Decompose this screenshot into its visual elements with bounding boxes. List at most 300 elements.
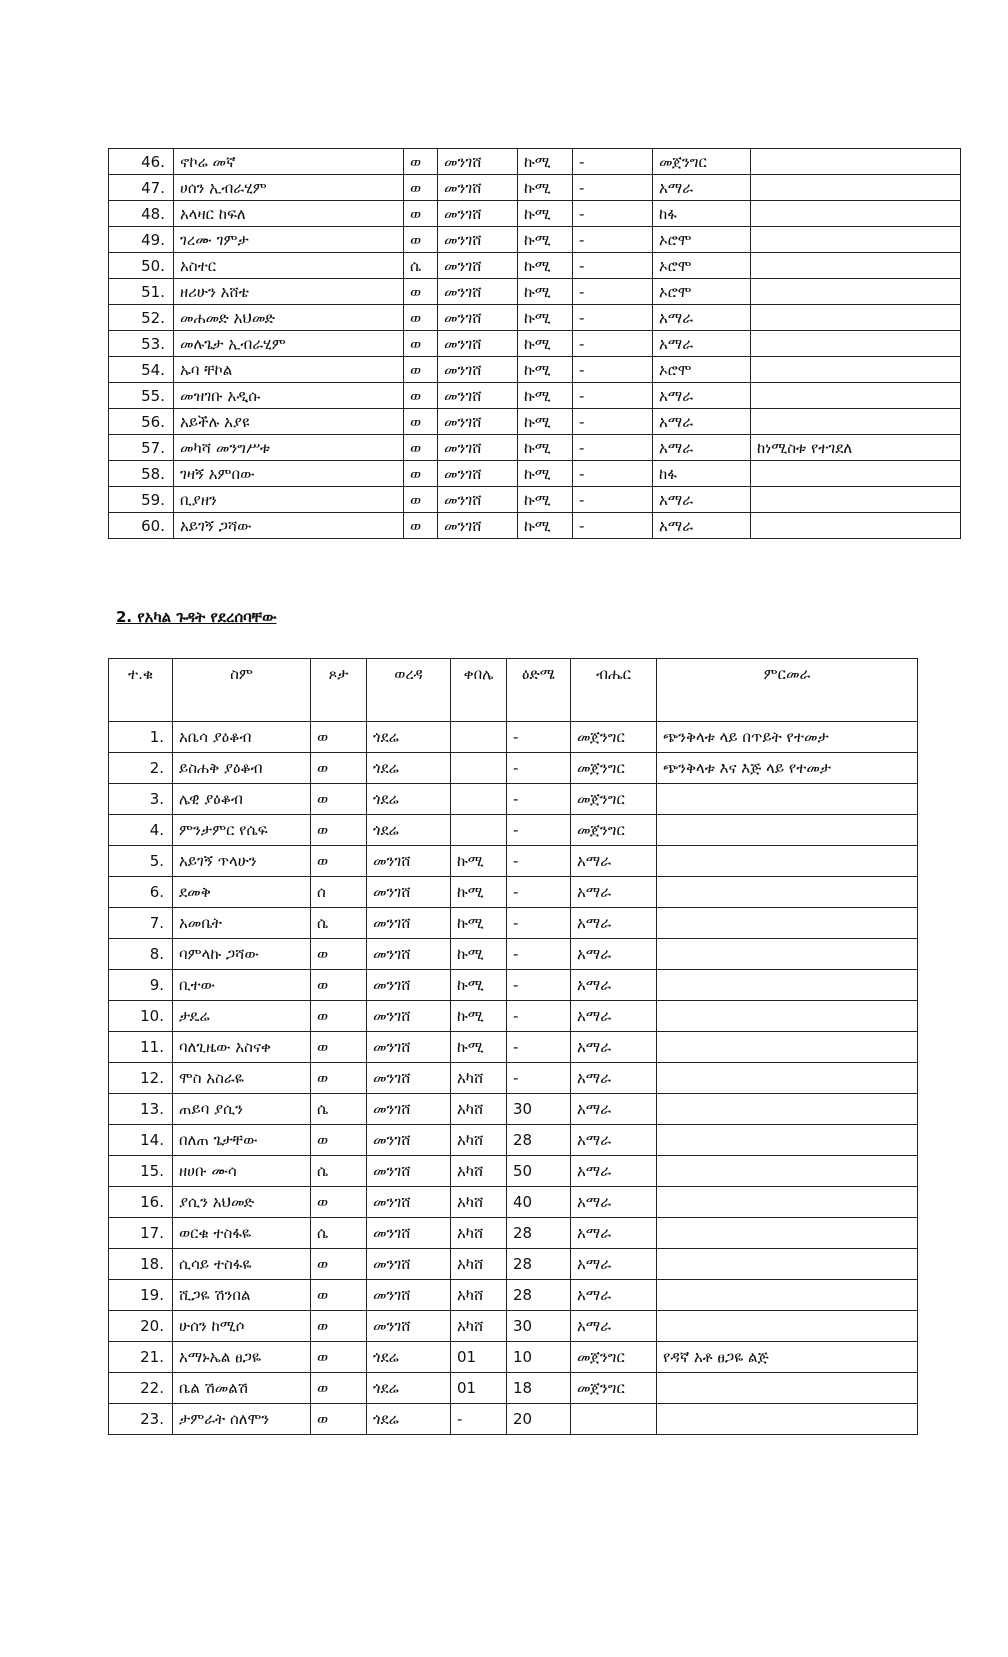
cell-age: 28 bbox=[507, 1249, 571, 1280]
cell-woreda: መንገሸ bbox=[367, 1125, 451, 1156]
cell-name: ወርቁ ተስፋዬ bbox=[173, 1218, 311, 1249]
cell-name: ቤል ሽመልሽ bbox=[173, 1373, 311, 1404]
cell-kebele: - bbox=[451, 1404, 507, 1435]
cell-name: አይገኝ ጋሻው bbox=[174, 513, 404, 539]
cell-sex: ወ bbox=[404, 461, 438, 487]
cell-kebele: አካሸ bbox=[451, 1218, 507, 1249]
cell-ethnicity: አማራ bbox=[571, 1280, 657, 1311]
table-row bbox=[109, 279, 961, 305]
cell-name: አቤሳ ያዕቆብ bbox=[173, 722, 311, 753]
cell-name: በለጠ ጌታቸው bbox=[173, 1125, 311, 1156]
cell-number: 55. bbox=[109, 383, 174, 409]
cell-kebele bbox=[451, 784, 507, 815]
table-row bbox=[109, 846, 918, 877]
cell-sex: ወ bbox=[311, 815, 367, 846]
table-row bbox=[109, 1156, 918, 1187]
cell-ethnicity: አማራ bbox=[571, 846, 657, 877]
cell-number: 3. bbox=[109, 784, 173, 815]
cell-age: - bbox=[573, 201, 653, 227]
table-row bbox=[109, 1125, 918, 1156]
cell-remark bbox=[751, 331, 961, 357]
cell-sex: ወ bbox=[311, 1342, 367, 1373]
cell-woreda: መንገሸ bbox=[438, 149, 518, 175]
cell-remark: ጭንቅላቱ ላይ በጥይት የተመታ bbox=[657, 722, 918, 753]
cell-sex: ወ bbox=[311, 846, 367, 877]
cell-woreda: ጎደሬ bbox=[367, 1342, 451, 1373]
cell-kebele bbox=[451, 815, 507, 846]
cell-remark bbox=[657, 784, 918, 815]
header-ethnicity: ብሔር bbox=[571, 659, 657, 722]
cell-name: ጠይባ ያሲን bbox=[173, 1094, 311, 1125]
cell-sex: ወ bbox=[404, 305, 438, 331]
cell-sex: ወ bbox=[404, 227, 438, 253]
cell-number: 14. bbox=[109, 1125, 173, 1156]
cell-woreda: መንገሸ bbox=[367, 939, 451, 970]
table-row bbox=[109, 1001, 918, 1032]
cell-number: 57. bbox=[109, 435, 174, 461]
header-sex: ጾታ bbox=[311, 659, 367, 722]
table-row bbox=[109, 513, 961, 539]
cell-woreda: መንገሸ bbox=[367, 1218, 451, 1249]
cell-age: - bbox=[573, 149, 653, 175]
cell-sex: ወ bbox=[311, 1032, 367, 1063]
cell-age: - bbox=[573, 357, 653, 383]
cell-name: መሉጌታ ኢብራሂም bbox=[174, 331, 404, 357]
cell-ethnicity: አማራ bbox=[653, 175, 751, 201]
cell-ethnicity: መጀንግር bbox=[571, 1342, 657, 1373]
cell-number: 5. bbox=[109, 846, 173, 877]
cell-number: 2. bbox=[109, 753, 173, 784]
cell-woreda: መንገሸ bbox=[438, 383, 518, 409]
cell-kebele: ኩሚ bbox=[518, 487, 573, 513]
cell-name: ሲሳይ ተስፋዬ bbox=[173, 1249, 311, 1280]
cell-sex: ወ bbox=[404, 201, 438, 227]
cell-remark bbox=[657, 1156, 918, 1187]
cell-sex: ሴ bbox=[311, 1218, 367, 1249]
cell-woreda: መንገሸ bbox=[367, 877, 451, 908]
cell-kebele: አካሸ bbox=[451, 1063, 507, 1094]
table-row bbox=[109, 435, 961, 461]
cell-remark: ከነሚስቱ የተገደለ bbox=[751, 435, 961, 461]
table-row bbox=[109, 1032, 918, 1063]
table-row bbox=[109, 815, 918, 846]
cell-ethnicity: አማራ bbox=[653, 331, 751, 357]
header-number: ተ.ቁ bbox=[109, 659, 173, 722]
cell-remark bbox=[657, 1280, 918, 1311]
cell-ethnicity: አማራ bbox=[571, 1249, 657, 1280]
cell-remark bbox=[751, 253, 961, 279]
cell-kebele: ኩሚ bbox=[451, 877, 507, 908]
cell-kebele: ኩሚ bbox=[451, 939, 507, 970]
cell-ethnicity: አማራ bbox=[571, 908, 657, 939]
cell-sex: ወ bbox=[404, 331, 438, 357]
header-age: ዕድሜ bbox=[507, 659, 571, 722]
header-kebele: ቀበሌ bbox=[451, 659, 507, 722]
cell-kebele: አካሸ bbox=[451, 1094, 507, 1125]
cell-kebele bbox=[451, 753, 507, 784]
cell-name: ሌዊ ያዕቆብ bbox=[173, 784, 311, 815]
cell-number: 46. bbox=[109, 149, 174, 175]
cell-name: አማኑኤል ፀጋዬ bbox=[173, 1342, 311, 1373]
cell-sex: ወ bbox=[311, 1311, 367, 1342]
table-row bbox=[109, 227, 961, 253]
cell-sex: ወ bbox=[404, 175, 438, 201]
cell-remark bbox=[751, 357, 961, 383]
cell-kebele: ኩሚ bbox=[518, 461, 573, 487]
cell-name: ገረሙ ገምታ bbox=[174, 227, 404, 253]
cell-age: - bbox=[507, 970, 571, 1001]
cell-ethnicity: አማራ bbox=[571, 970, 657, 1001]
cell-number: 9. bbox=[109, 970, 173, 1001]
cell-number: 11. bbox=[109, 1032, 173, 1063]
cell-kebele: ኩሚ bbox=[518, 513, 573, 539]
cell-ethnicity: ኦሮሞ bbox=[653, 253, 751, 279]
cell-age: - bbox=[507, 939, 571, 970]
section-heading: 2. የአካል ጉዳት የደረሰባቸው bbox=[116, 608, 277, 626]
cell-age: - bbox=[573, 279, 653, 305]
cell-ethnicity: አማራ bbox=[571, 1187, 657, 1218]
cell-name: ያሲን አህመድ bbox=[173, 1187, 311, 1218]
cell-kebele: አካሸ bbox=[451, 1187, 507, 1218]
cell-number: 21. bbox=[109, 1342, 173, 1373]
table-row bbox=[109, 1187, 918, 1218]
cell-name: ዘሪሁን አሸቴ bbox=[174, 279, 404, 305]
cell-age: - bbox=[507, 908, 571, 939]
cell-kebele: አካሸ bbox=[451, 1249, 507, 1280]
cell-sex: ወ bbox=[311, 1404, 367, 1435]
cell-woreda: መንገሸ bbox=[367, 1280, 451, 1311]
cell-number: 58. bbox=[109, 461, 174, 487]
cell-ethnicity: አማራ bbox=[571, 939, 657, 970]
cell-ethnicity: ኦሮሞ bbox=[653, 227, 751, 253]
cell-woreda: መንገሸ bbox=[438, 487, 518, 513]
cell-remark bbox=[657, 1063, 918, 1094]
cell-number: 8. bbox=[109, 939, 173, 970]
cell-number: 18. bbox=[109, 1249, 173, 1280]
cell-ethnicity: ከፋ bbox=[653, 461, 751, 487]
cell-ethnicity bbox=[571, 1404, 657, 1435]
cell-name: መዝገቡ አዲሱ bbox=[174, 383, 404, 409]
table-row bbox=[109, 908, 918, 939]
cell-remark bbox=[657, 1249, 918, 1280]
cell-age: - bbox=[507, 877, 571, 908]
table-row bbox=[109, 1311, 918, 1342]
cell-age: - bbox=[573, 331, 653, 357]
cell-remark bbox=[751, 305, 961, 331]
cell-name: መካሻ መንግሥቱ bbox=[174, 435, 404, 461]
cell-sex: ወ bbox=[404, 513, 438, 539]
cell-kebele: ኩሚ bbox=[518, 253, 573, 279]
cell-sex: ሴ bbox=[311, 908, 367, 939]
cell-woreda: ጎደሬ bbox=[367, 815, 451, 846]
injured-table-body bbox=[109, 722, 918, 1435]
cell-name: ኡባ ቸኮል bbox=[174, 357, 404, 383]
cell-kebele: ኩሚ bbox=[518, 331, 573, 357]
cell-remark: የዳኛ አቶ ፀጋዬ ልጅ bbox=[657, 1342, 918, 1373]
cell-kebele: 01 bbox=[451, 1342, 507, 1373]
table-row bbox=[109, 409, 961, 435]
table-row bbox=[109, 1094, 918, 1125]
table-header-row bbox=[109, 659, 918, 722]
cell-sex: ወ bbox=[311, 1249, 367, 1280]
cell-kebele: ኩሚ bbox=[518, 435, 573, 461]
cell-woreda: ጎደሬ bbox=[367, 784, 451, 815]
cell-sex: ወ bbox=[404, 383, 438, 409]
cell-number: 51. bbox=[109, 279, 174, 305]
cell-age: 30 bbox=[507, 1094, 571, 1125]
cell-number: 22. bbox=[109, 1373, 173, 1404]
cell-woreda: መንገሸ bbox=[438, 409, 518, 435]
cell-woreda: መንገሸ bbox=[367, 1249, 451, 1280]
cell-name: ኖኮሬ መኛ bbox=[174, 149, 404, 175]
cell-ethnicity: መጀንግር bbox=[571, 815, 657, 846]
cell-age: - bbox=[573, 435, 653, 461]
cell-ethnicity: አማራ bbox=[653, 435, 751, 461]
cell-age: - bbox=[507, 846, 571, 877]
cell-woreda: መንገሸ bbox=[438, 227, 518, 253]
casualty-table-continued bbox=[108, 148, 961, 539]
cell-number: 54. bbox=[109, 357, 174, 383]
cell-kebele: ኩሚ bbox=[451, 908, 507, 939]
table-row bbox=[109, 487, 961, 513]
cell-ethnicity: አማራ bbox=[571, 1001, 657, 1032]
cell-age: - bbox=[507, 753, 571, 784]
cell-number: 6. bbox=[109, 877, 173, 908]
cell-name: ባለጊዜው አስናቀ bbox=[173, 1032, 311, 1063]
cell-ethnicity: አማራ bbox=[571, 1125, 657, 1156]
header-name: ስም bbox=[173, 659, 311, 722]
cell-kebele: ኩሚ bbox=[518, 383, 573, 409]
cell-remark bbox=[657, 1032, 918, 1063]
cell-number: 4. bbox=[109, 815, 173, 846]
table-row bbox=[109, 1404, 918, 1435]
casualty-table-body bbox=[109, 149, 961, 539]
cell-sex: ወ bbox=[404, 357, 438, 383]
cell-age: - bbox=[573, 383, 653, 409]
cell-number: 7. bbox=[109, 908, 173, 939]
cell-woreda: መንገሸ bbox=[367, 846, 451, 877]
cell-age: 28 bbox=[507, 1218, 571, 1249]
cell-kebele: አካሸ bbox=[451, 1311, 507, 1342]
table-row bbox=[109, 1373, 918, 1404]
cell-sex: ወ bbox=[404, 149, 438, 175]
cell-remark bbox=[751, 513, 961, 539]
cell-woreda: ጎደሬ bbox=[367, 1373, 451, 1404]
cell-woreda: መንገሸ bbox=[367, 970, 451, 1001]
cell-number: 17. bbox=[109, 1218, 173, 1249]
cell-name: አስተር bbox=[174, 253, 404, 279]
cell-kebele: ኩሚ bbox=[518, 279, 573, 305]
cell-remark bbox=[657, 1094, 918, 1125]
cell-number: 12. bbox=[109, 1063, 173, 1094]
cell-age: 50 bbox=[507, 1156, 571, 1187]
cell-ethnicity: አማራ bbox=[571, 1156, 657, 1187]
cell-woreda: መንገሸ bbox=[367, 1001, 451, 1032]
cell-kebele bbox=[451, 722, 507, 753]
header-remark: ምርመራ bbox=[657, 659, 918, 722]
cell-woreda: መንገሸ bbox=[367, 908, 451, 939]
cell-remark bbox=[657, 1125, 918, 1156]
cell-remark bbox=[657, 1218, 918, 1249]
cell-ethnicity: አማራ bbox=[571, 1311, 657, 1342]
cell-ethnicity: አማራ bbox=[571, 1032, 657, 1063]
cell-number: 53. bbox=[109, 331, 174, 357]
cell-sex: ወ bbox=[311, 722, 367, 753]
cell-sex: ወ bbox=[311, 1280, 367, 1311]
cell-name: አመቤት bbox=[173, 908, 311, 939]
cell-woreda: መንገሸ bbox=[438, 461, 518, 487]
cell-remark bbox=[751, 201, 961, 227]
cell-kebele: አካሸ bbox=[451, 1156, 507, 1187]
cell-number: 23. bbox=[109, 1404, 173, 1435]
cell-ethnicity: አማራ bbox=[571, 1218, 657, 1249]
cell-ethnicity: መጀንግር bbox=[571, 1373, 657, 1404]
cell-age: 40 bbox=[507, 1187, 571, 1218]
cell-number: 10. bbox=[109, 1001, 173, 1032]
cell-woreda: መንገሸ bbox=[367, 1032, 451, 1063]
cell-age: - bbox=[507, 1001, 571, 1032]
cell-number: 56. bbox=[109, 409, 174, 435]
cell-sex: ወ bbox=[404, 409, 438, 435]
cell-kebele: ኩሚ bbox=[451, 846, 507, 877]
cell-name: ታዴሬ bbox=[173, 1001, 311, 1032]
cell-ethnicity: አማራ bbox=[571, 1063, 657, 1094]
cell-age: - bbox=[573, 253, 653, 279]
cell-name: ሀሰን ኢብራሂም bbox=[174, 175, 404, 201]
cell-remark bbox=[751, 175, 961, 201]
cell-sex: ወ bbox=[311, 784, 367, 815]
cell-number: 16. bbox=[109, 1187, 173, 1218]
cell-remark bbox=[751, 149, 961, 175]
cell-age: - bbox=[573, 513, 653, 539]
cell-woreda: መንገሸ bbox=[438, 305, 518, 331]
cell-kebele: ኩሚ bbox=[518, 305, 573, 331]
cell-remark bbox=[657, 1187, 918, 1218]
cell-remark bbox=[657, 815, 918, 846]
cell-age: 20 bbox=[507, 1404, 571, 1435]
cell-kebele: 01 bbox=[451, 1373, 507, 1404]
cell-name: ሞስ አስራዬ bbox=[173, 1063, 311, 1094]
cell-remark bbox=[657, 1373, 918, 1404]
cell-sex: ወ bbox=[311, 939, 367, 970]
cell-sex: ወ bbox=[404, 435, 438, 461]
cell-kebele: ኩሚ bbox=[451, 970, 507, 1001]
table-row bbox=[109, 175, 961, 201]
cell-name: ሺጋዬ ሽንበል bbox=[173, 1280, 311, 1311]
cell-number: 1. bbox=[109, 722, 173, 753]
table-row bbox=[109, 253, 961, 279]
cell-age: - bbox=[573, 175, 653, 201]
cell-number: 19. bbox=[109, 1280, 173, 1311]
cell-name: ይስሐቅ ያዕቆብ bbox=[173, 753, 311, 784]
cell-sex: ወ bbox=[404, 279, 438, 305]
table-row bbox=[109, 877, 918, 908]
table-row bbox=[109, 461, 961, 487]
cell-age: - bbox=[573, 305, 653, 331]
table-row bbox=[109, 939, 918, 970]
cell-ethnicity: አማራ bbox=[571, 1094, 657, 1125]
cell-ethnicity: ኦሮሞ bbox=[653, 357, 751, 383]
cell-sex: ሴ bbox=[404, 253, 438, 279]
cell-name: ቢያዘን bbox=[174, 487, 404, 513]
cell-number: 50. bbox=[109, 253, 174, 279]
cell-remark bbox=[657, 1001, 918, 1032]
table-row bbox=[109, 149, 961, 175]
cell-woreda: መንገሸ bbox=[367, 1063, 451, 1094]
cell-remark bbox=[657, 939, 918, 970]
cell-woreda: መንገሸ bbox=[367, 1094, 451, 1125]
cell-woreda: መንገሸ bbox=[438, 175, 518, 201]
cell-age: 28 bbox=[507, 1125, 571, 1156]
cell-name: መሐመድ አህመድ bbox=[174, 305, 404, 331]
cell-age: - bbox=[507, 1063, 571, 1094]
cell-sex: ወ bbox=[311, 1187, 367, 1218]
cell-ethnicity: አማራ bbox=[653, 383, 751, 409]
cell-kebele: ኩሚ bbox=[518, 227, 573, 253]
table-row bbox=[109, 201, 961, 227]
cell-name: ቢተው bbox=[173, 970, 311, 1001]
table-row bbox=[109, 1218, 918, 1249]
cell-kebele: ኩሚ bbox=[518, 149, 573, 175]
cell-ethnicity: አማራ bbox=[653, 409, 751, 435]
table-row bbox=[109, 1342, 918, 1373]
cell-remark bbox=[657, 877, 918, 908]
table-row bbox=[109, 753, 918, 784]
cell-sex: ወ bbox=[311, 970, 367, 1001]
cell-sex: ወ bbox=[404, 487, 438, 513]
cell-ethnicity: አማራ bbox=[653, 487, 751, 513]
cell-name: ታምራት ሰለሞን bbox=[173, 1404, 311, 1435]
cell-sex: ወ bbox=[311, 1063, 367, 1094]
cell-ethnicity: መጀንግር bbox=[571, 784, 657, 815]
table-row bbox=[109, 722, 918, 753]
cell-kebele: ኩሚ bbox=[451, 1032, 507, 1063]
cell-age: - bbox=[573, 227, 653, 253]
cell-remark bbox=[751, 409, 961, 435]
table-row bbox=[109, 357, 961, 383]
cell-name: ገዛኝ አምበው bbox=[174, 461, 404, 487]
cell-age: - bbox=[507, 1032, 571, 1063]
cell-remark bbox=[751, 461, 961, 487]
cell-number: 47. bbox=[109, 175, 174, 201]
table-row bbox=[109, 383, 961, 409]
cell-number: 60. bbox=[109, 513, 174, 539]
cell-remark bbox=[657, 1404, 918, 1435]
cell-kebele: አካሸ bbox=[451, 1280, 507, 1311]
cell-ethnicity: አማራ bbox=[653, 305, 751, 331]
cell-name: ዘሀቡ ሙሳ bbox=[173, 1156, 311, 1187]
table-row bbox=[109, 305, 961, 331]
cell-ethnicity: ኦሮሞ bbox=[653, 279, 751, 305]
cell-remark bbox=[751, 227, 961, 253]
cell-age: - bbox=[573, 487, 653, 513]
cell-woreda: መንገሸ bbox=[367, 1311, 451, 1342]
cell-sex: ወ bbox=[311, 1125, 367, 1156]
cell-woreda: መንገሸ bbox=[438, 279, 518, 305]
cell-age: 18 bbox=[507, 1373, 571, 1404]
cell-name: አይችሉ አያዩ bbox=[174, 409, 404, 435]
cell-remark bbox=[657, 1311, 918, 1342]
cell-remark bbox=[657, 970, 918, 1001]
cell-number: 49. bbox=[109, 227, 174, 253]
cell-sex: ሴ bbox=[311, 1094, 367, 1125]
cell-name: ባምላኩ ጋሻው bbox=[173, 939, 311, 970]
cell-number: 52. bbox=[109, 305, 174, 331]
cell-woreda: መንገሸ bbox=[367, 1187, 451, 1218]
cell-name: አላዛር ከፍለ bbox=[174, 201, 404, 227]
cell-woreda: ጎደሬ bbox=[367, 753, 451, 784]
cell-age: - bbox=[507, 722, 571, 753]
